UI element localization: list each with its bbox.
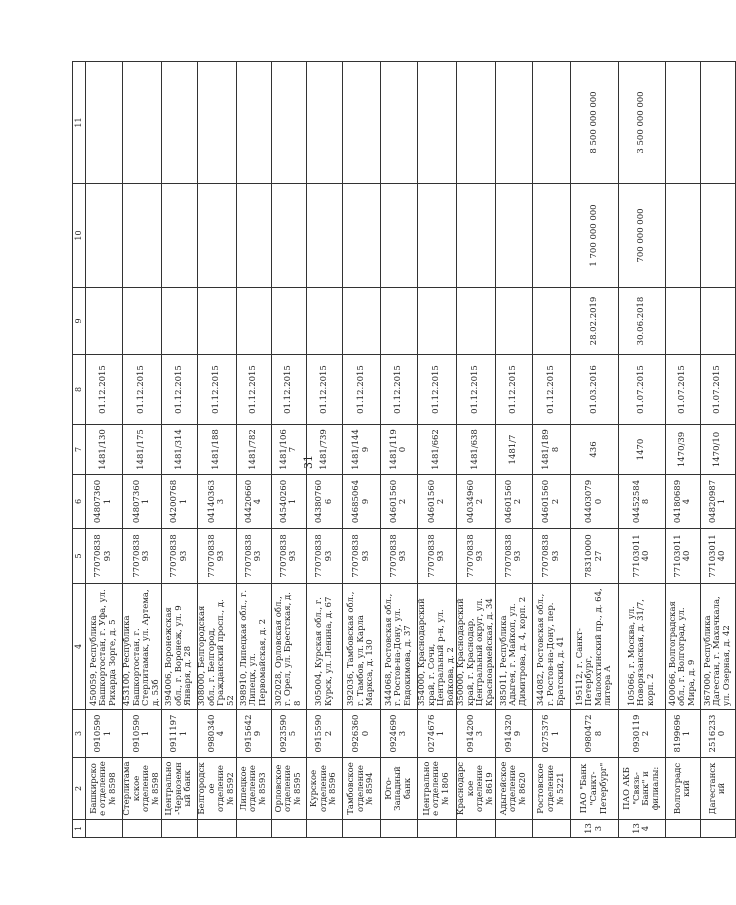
- expiry-date-cell: [237, 288, 272, 355]
- institution-name-cell: Ростовское отделение № 5221: [533, 758, 571, 820]
- limit-total-cell: [162, 62, 198, 184]
- date-cell: 01.12.2015: [418, 355, 457, 425]
- code-cell: 09142003: [457, 710, 496, 758]
- reg-number-cell: 1470/39: [666, 425, 701, 475]
- table-row: [272, 62, 307, 838]
- date-cell: 01.12.2015: [123, 355, 162, 425]
- reg-number-cell: 1481/662: [418, 425, 457, 475]
- code-cell: 09155902: [307, 710, 343, 758]
- table-row: [381, 62, 418, 838]
- limit-total-cell: [198, 62, 237, 184]
- institution-name-cell: Белгородское отделение № 8592: [198, 758, 237, 820]
- address-cell: 367000, Республика Дагестан, г. Махачкала, ул. Озерная, д. 42: [701, 584, 736, 710]
- date-cell: 01.07.2015: [701, 355, 736, 425]
- bik-cell: 044525848: [619, 475, 666, 529]
- limit-cell: [237, 184, 272, 288]
- column-header: 5: [73, 529, 86, 584]
- limit-total-cell: [701, 62, 736, 184]
- column-header: 11: [73, 62, 86, 184]
- institution-name-cell: Центральное отделение № 1806: [418, 758, 457, 820]
- date-cell: 01.07.2015: [619, 355, 666, 425]
- date-cell: 01.12.2015: [496, 355, 533, 425]
- column-header: 3: [73, 710, 86, 758]
- column-header: 7: [73, 425, 86, 475]
- limit-cell: [381, 184, 418, 288]
- inn-cell: 7707083893: [237, 529, 272, 584]
- row-number-cell: [343, 820, 381, 838]
- inn-cell: 7707083893: [162, 529, 198, 584]
- address-cell: 350000, Краснодарский край, г. Краснодар, Центральный округ, ул. Красноармейская, д. 34: [457, 584, 496, 710]
- reg-number-cell: 1470: [619, 425, 666, 475]
- date-cell: 01.12.2015: [457, 355, 496, 425]
- row-number-cell: [86, 820, 123, 838]
- institution-name-cell: Орловское отделение № 8595: [272, 758, 307, 820]
- table-row: [343, 62, 381, 838]
- expiry-date-cell: [307, 288, 343, 355]
- table-row: [237, 62, 272, 838]
- bik-cell: 048209871: [701, 475, 736, 529]
- code-cell: 09246903: [381, 710, 418, 758]
- bik-cell: 041403633: [198, 475, 237, 529]
- reg-number-cell: 1481/7: [496, 425, 533, 475]
- code-cell: 02746761: [418, 710, 457, 758]
- limit-cell: [272, 184, 307, 288]
- expiry-date-cell: [272, 288, 307, 355]
- expiry-date-cell: [198, 288, 237, 355]
- inn-cell: 7707083893: [123, 529, 162, 584]
- code-cell: 25162330: [701, 710, 736, 758]
- limit-total-cell: [343, 62, 381, 184]
- limit-total-cell: [307, 62, 343, 184]
- expiry-date-cell: [418, 288, 457, 355]
- column-header: 8: [73, 355, 86, 425]
- limit-total-cell: 8 500 000 000: [571, 62, 619, 184]
- limit-total-cell: [123, 62, 162, 184]
- limit-cell: [307, 184, 343, 288]
- table-row: [457, 62, 496, 838]
- address-cell: 302028, Орловская обл., г. Орел, ул. Брестская, д. 8: [272, 584, 307, 710]
- institution-name-cell: Юго-Западный банк: [381, 758, 418, 820]
- bik-cell: 046015602: [496, 475, 533, 529]
- address-cell: 308000, Белгородская обл., г. Белгород, Гражданский просп., д. 52: [198, 584, 237, 710]
- institution-name-cell: Центрально-Черноземный банк: [162, 758, 198, 820]
- code-cell: 09235905: [272, 710, 307, 758]
- code-cell: 09105901: [86, 710, 123, 758]
- inn-cell: 7707083893: [307, 529, 343, 584]
- inn-cell: 7707083893: [198, 529, 237, 584]
- table-row: [701, 62, 736, 838]
- expiry-date-cell: [381, 288, 418, 355]
- reg-number-cell: 1481/314: [162, 425, 198, 475]
- date-cell: 01.12.2015: [343, 355, 381, 425]
- row-number-cell: [272, 820, 307, 838]
- reg-number-cell: 1481/188: [198, 425, 237, 475]
- reg-number-cell: 1481/782: [237, 425, 272, 475]
- table-row: [619, 62, 666, 838]
- row-number-cell: 133: [571, 820, 619, 838]
- inn-cell: 7707083893: [272, 529, 307, 584]
- reg-number-cell: 1481/638: [457, 425, 496, 475]
- code-cell: 09105901: [123, 710, 162, 758]
- inn-cell: 7831000027: [571, 529, 619, 584]
- date-cell: 01.03.2016: [571, 355, 619, 425]
- limit-total-cell: [272, 62, 307, 184]
- code-cell: 09263600: [343, 710, 381, 758]
- limit-total-cell: [496, 62, 533, 184]
- expiry-date-cell: [666, 288, 701, 355]
- inn-cell: 7707083893: [496, 529, 533, 584]
- limit-total-cell: [666, 62, 701, 184]
- date-cell: 01.12.2015: [162, 355, 198, 425]
- institution-name-cell: ПАО АКБ "Связь-Банк" и филиалы:: [619, 758, 666, 820]
- row-number-cell: [198, 820, 237, 838]
- expiry-date-cell: [701, 288, 736, 355]
- reg-number-cell: 1481/739: [307, 425, 343, 475]
- expiry-date-cell: [162, 288, 198, 355]
- reg-number-cell: 1481/1449: [343, 425, 381, 475]
- table-row: [666, 62, 701, 838]
- expiry-date-cell: [496, 288, 533, 355]
- address-cell: 344082, Ростовская обл., г. Ростов-на-Дону, пер. Братский, д. 41: [533, 584, 571, 710]
- bik-cell: 044206604: [237, 475, 272, 529]
- inn-cell: 7710301140: [619, 529, 666, 584]
- institution-name-cell: Стерлитамакское отделение № 8598: [123, 758, 162, 820]
- expiry-date-cell: 28.02.2019: [571, 288, 619, 355]
- table-row: [86, 62, 123, 838]
- limit-total-cell: [457, 62, 496, 184]
- rotated-table-container: [72, 62, 732, 838]
- limit-total-cell: [237, 62, 272, 184]
- table-row: [496, 62, 533, 838]
- table-row: [162, 62, 198, 838]
- reg-number-cell: 1470/10: [701, 425, 736, 475]
- row-number-cell: [457, 820, 496, 838]
- date-cell: 01.12.2015: [86, 355, 123, 425]
- bik-cell: 048073601: [123, 475, 162, 529]
- bik-cell: 048073601: [86, 475, 123, 529]
- code-cell: 09143209: [496, 710, 533, 758]
- inn-cell: 7710301140: [701, 529, 736, 584]
- institution-name-cell: Липецкое отделение № 8593: [237, 758, 272, 820]
- row-number-cell: [666, 820, 701, 838]
- code-cell: 09111971: [162, 710, 198, 758]
- row-number-cell: [496, 820, 533, 838]
- limit-total-cell: [381, 62, 418, 184]
- column-header: 10: [73, 184, 86, 288]
- row-number-cell: [418, 820, 457, 838]
- address-cell: 453100, Республика Башкортостан, г. Стерлитамак, ул. Артема, д. 53б: [123, 584, 162, 710]
- institution-name-cell: ПАО "Банк "Санкт-Петербург": [571, 758, 619, 820]
- row-number-cell: [381, 820, 418, 838]
- limit-cell: [701, 184, 736, 288]
- inn-cell: 7707083893: [381, 529, 418, 584]
- code-cell: 09804728: [571, 710, 619, 758]
- institution-name-cell: Курское отделение № 8596: [307, 758, 343, 820]
- address-cell: 450059, Республика Башкортостан, г. Уфа, ул. Рихарда Зорге, д. 5: [86, 584, 123, 710]
- code-cell: 09156429: [237, 710, 272, 758]
- code-cell: 02753761: [533, 710, 571, 758]
- table-row: [571, 62, 619, 838]
- limit-total-cell: [86, 62, 123, 184]
- inn-cell: 7707083893: [86, 529, 123, 584]
- inn-cell: 7707083893: [343, 529, 381, 584]
- institution-name-cell: Адыгейское отделение № 8620: [496, 758, 533, 820]
- address-cell: 195112, г. Санкт-Петербург, Малоохтинский пр., д. 64, литера А: [571, 584, 619, 710]
- reg-number-cell: 1481/130: [86, 425, 123, 475]
- date-cell: 01.12.2015: [272, 355, 307, 425]
- limit-cell: [457, 184, 496, 288]
- limit-cell: 700 000 000: [619, 184, 666, 288]
- registry-table: [72, 61, 736, 838]
- expiry-date-cell: [533, 288, 571, 355]
- page-number: 31: [302, 455, 315, 469]
- limit-cell: [418, 184, 457, 288]
- limit-cell: [86, 184, 123, 288]
- reg-number-cell: 1481/175: [123, 425, 162, 475]
- limit-cell: [198, 184, 237, 288]
- bik-cell: 041806894: [666, 475, 701, 529]
- column-header: 2: [73, 758, 86, 820]
- date-cell: 01.12.2015: [381, 355, 418, 425]
- date-cell: 01.07.2015: [666, 355, 701, 425]
- inn-cell: 7707083893: [457, 529, 496, 584]
- address-cell: 105066, г. Москва, ул. Новорязанская, д. 31/7, корп. 2: [619, 584, 666, 710]
- inn-cell: 7707083893: [418, 529, 457, 584]
- bik-cell: 046015602: [381, 475, 418, 529]
- row-number-cell: [701, 820, 736, 838]
- limit-cell: [666, 184, 701, 288]
- limit-cell: [162, 184, 198, 288]
- column-header: 6: [73, 475, 86, 529]
- row-number-cell: [533, 820, 571, 838]
- row-number-cell: [123, 820, 162, 838]
- limit-cell: [496, 184, 533, 288]
- address-cell: 354000, Краснодарский край, г. Сочи, Центральный р-н, ул. Войкова, д. 2: [418, 584, 457, 710]
- reg-number-cell: 1481/1190: [381, 425, 418, 475]
- limit-total-cell: [533, 62, 571, 184]
- table-row: [307, 62, 343, 838]
- bik-cell: 045402601: [272, 475, 307, 529]
- code-cell: 09301192: [619, 710, 666, 758]
- row-number-cell: [237, 820, 272, 838]
- reg-number-cell: 436: [571, 425, 619, 475]
- address-cell: 385011, Республика Адыгея, г. Майкоп, ул. Димитрова, д. 4, корп. 2: [496, 584, 533, 710]
- limit-cell: 1 700 000 000: [571, 184, 619, 288]
- table-row: [533, 62, 571, 838]
- address-cell: 400066, Волгоградская обл., г. Волгоград, ул. Мира, д. 9: [666, 584, 701, 710]
- header-row: [73, 62, 86, 838]
- institution-name-cell: Башкирское отделение № 8598: [86, 758, 123, 820]
- expiry-date-cell: 30.06.2018: [619, 288, 666, 355]
- expiry-date-cell: [86, 288, 123, 355]
- limit-total-cell: 3 500 000 000: [619, 62, 666, 184]
- code-cell: 09803404: [198, 710, 237, 758]
- limit-cell: [123, 184, 162, 288]
- address-cell: 305004, Курская обл., г. Курск, ул. Ленина, д. 67: [307, 584, 343, 710]
- address-cell: 344068, Ростовская обл., г. Ростов-на-Дону, ул. Евдокимова, д. 37: [381, 584, 418, 710]
- date-cell: 01.12.2015: [237, 355, 272, 425]
- date-cell: 01.12.2015: [307, 355, 343, 425]
- bik-cell: 042007681: [162, 475, 198, 529]
- reg-number-cell: 1481/1067: [272, 425, 307, 475]
- institution-name-cell: Тамбовское отделение № 8594: [343, 758, 381, 820]
- row-number-cell: [307, 820, 343, 838]
- date-cell: 01.12.2015: [198, 355, 237, 425]
- bik-cell: 046015602: [533, 475, 571, 529]
- address-cell: 392036, Тамбовская обл., г. Тамбов, ул. Карла Маркса, д. 130: [343, 584, 381, 710]
- inn-cell: 7710301140: [666, 529, 701, 584]
- expiry-date-cell: [123, 288, 162, 355]
- institution-name-cell: Волгоградский: [666, 758, 701, 820]
- limit-cell: [343, 184, 381, 288]
- reg-number-cell: 1481/1898: [533, 425, 571, 475]
- institution-name-cell: Дагестанский: [701, 758, 736, 820]
- column-header: 1: [73, 820, 86, 838]
- expiry-date-cell: [343, 288, 381, 355]
- inn-cell: 7707083893: [533, 529, 571, 584]
- bik-cell: 044030790: [571, 475, 619, 529]
- table-row: [123, 62, 162, 838]
- table-row: [418, 62, 457, 838]
- column-header: 9: [73, 288, 86, 355]
- bik-cell: 046015602: [418, 475, 457, 529]
- row-number-cell: 134: [619, 820, 666, 838]
- address-cell: 398910, Липецкая обл., г. Липецк, ул. Первомайская, д. 2: [237, 584, 272, 710]
- code-cell: 81996961: [666, 710, 701, 758]
- limit-cell: [533, 184, 571, 288]
- address-cell: 394006, Воронежская обл., г. Воронеж, ул. 9 Января, д. 28: [162, 584, 198, 710]
- bik-cell: 040349602: [457, 475, 496, 529]
- institution-name-cell: Краснодарское отделение № 8619: [457, 758, 496, 820]
- limit-total-cell: [418, 62, 457, 184]
- table-row: [198, 62, 237, 838]
- bik-cell: 046850649: [343, 475, 381, 529]
- row-number-cell: [162, 820, 198, 838]
- date-cell: 01.12.2015: [533, 355, 571, 425]
- expiry-date-cell: [457, 288, 496, 355]
- column-header: 4: [73, 584, 86, 710]
- bik-cell: 043807606: [307, 475, 343, 529]
